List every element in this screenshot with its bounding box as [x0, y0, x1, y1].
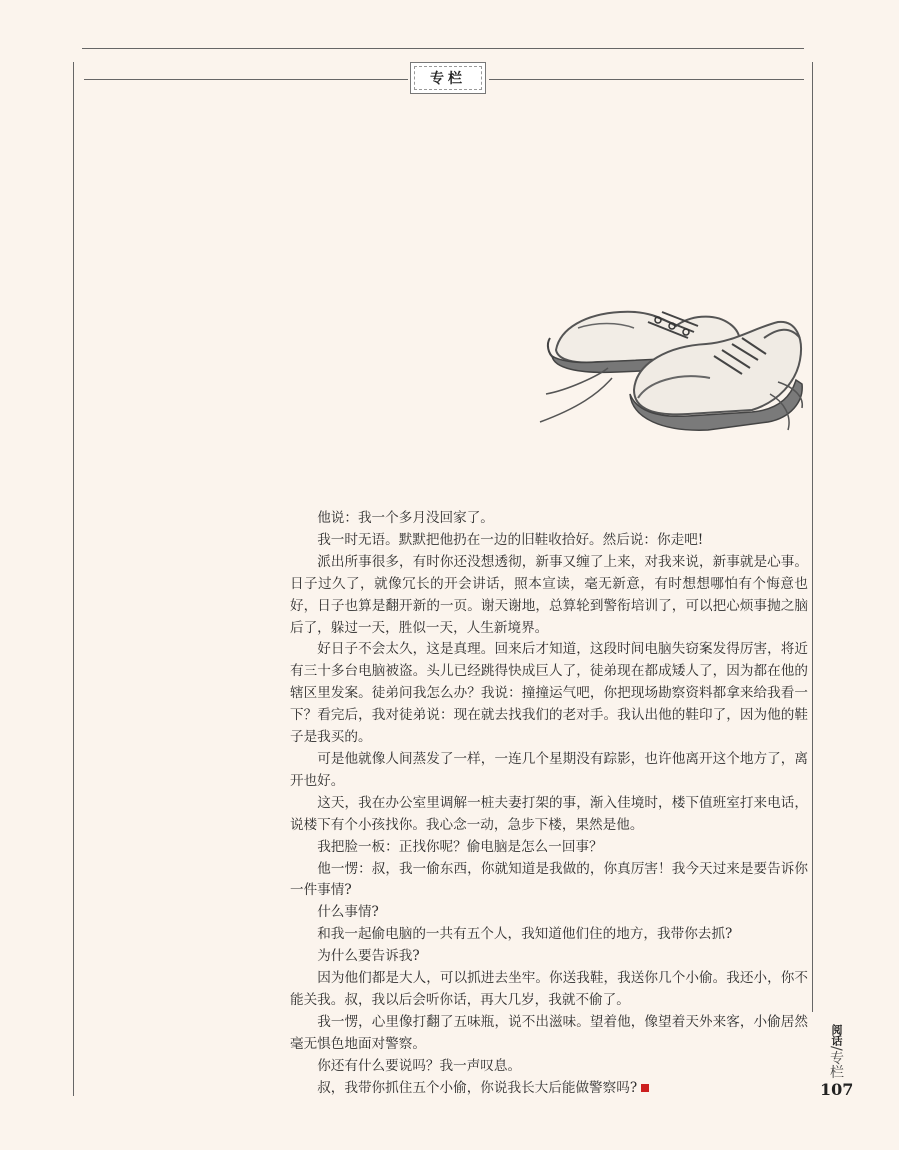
- red-square-end-mark-icon: [641, 1084, 649, 1092]
- magazine-brand: 阅话: [830, 1024, 843, 1046]
- running-footer: 阅话/专栏: [828, 1024, 844, 1079]
- paragraph: 派出所事很多，有时你还没想透彻，新事又缠了上来，对我来说，新事就是心事。日子过久了，就像冗长的开会讲话，照本宣读，毫无新意，有时想想哪怕有个悔意也好，日子也算是翻开新的一页。谢天谢地，总算轮到警衔培训了，可以把心烦事抛之脑后了，躲过一天，胜似一天，人生新境界。: [290, 553, 808, 636]
- page-number: 107: [820, 1080, 854, 1099]
- header-rule-left: [84, 79, 408, 80]
- paragraph: 我一时无语。默默把他扔在一边的旧鞋收拾好。然后说：你走吧!: [317, 531, 704, 548]
- paragraph: 好日子不会太久，这是真理。回来后才知道，这段时间电脑失窃案发得厉害，将近有三十多台电脑被盗。头儿已经跳得快成巨人了，徒弟现在都成矮人了，因为都在他的辖区里发案。徒弟问我怎么办？我说：撞撞运气吧，你把现场勘察资料都拿来给我看一下？看完后，我对徒弟说：现在就去找我们的老对手。我认出他的鞋印了，因为他的鞋子是我买的。: [290, 641, 808, 746]
- paragraph: 他一愣：叔，我一偷东西，你就知道是我做的，你真厉害！我今天过来是要告诉你一件事情?: [290, 860, 808, 899]
- paragraph: 什么事情?: [317, 904, 379, 921]
- top-rule: [82, 48, 804, 49]
- column-badge: [410, 62, 486, 94]
- paragraph: 可是他就像人间蒸发了一样，一连几个星期没有踪影，也许他离开这个地方了，离开也好。: [290, 750, 808, 789]
- sneakers-illustration: [538, 298, 808, 443]
- section-label: 专栏: [828, 1050, 844, 1079]
- last-paragraph: [290, 1078, 808, 1100]
- paragraph: 我把脸一板：正找你呢？偷电脑是怎么一回事？: [317, 838, 603, 855]
- paragraph: 我一愣，心里像打翻了五味瓶，说不出滋味。望着他，像望着天外来客，小偷居然毫无惧色地面对警察。: [290, 1013, 808, 1052]
- paragraph: 这天，我在办公室里调解一桩夫妻打架的事，渐入佳境时，楼下值班室打来电话，说楼下有个小孩找你。我心念一动，急步下楼，果然是他。: [290, 794, 808, 833]
- paragraph: 因为他们都是大人，可以抓进去坐牢。你送我鞋，我送你几个小偷。我还小，你不能关我。叔，我以后会听你话，再大几岁，我就不偷了。: [290, 970, 808, 1008]
- paragraph: 和我一起偷电脑的一共有五个人，我知道他们住的地方，我带你去抓?: [317, 926, 733, 943]
- column-label: 专栏: [430, 71, 466, 87]
- header-rule-right: [489, 79, 804, 80]
- article-body: [290, 508, 808, 1099]
- paragraph: 你还有什么要说吗？我一声叹息。: [317, 1057, 522, 1074]
- paragraph: 为什么要告诉我?: [317, 948, 420, 965]
- paragraph-text: 叔，我带你抓住五个小偷，你说我长大后能做警察吗?: [317, 1079, 638, 1096]
- right-margin-rule: [812, 62, 813, 1012]
- paragraph: 他说：我一个多月没回家了。: [317, 510, 494, 526]
- left-margin-rule: [73, 62, 74, 1096]
